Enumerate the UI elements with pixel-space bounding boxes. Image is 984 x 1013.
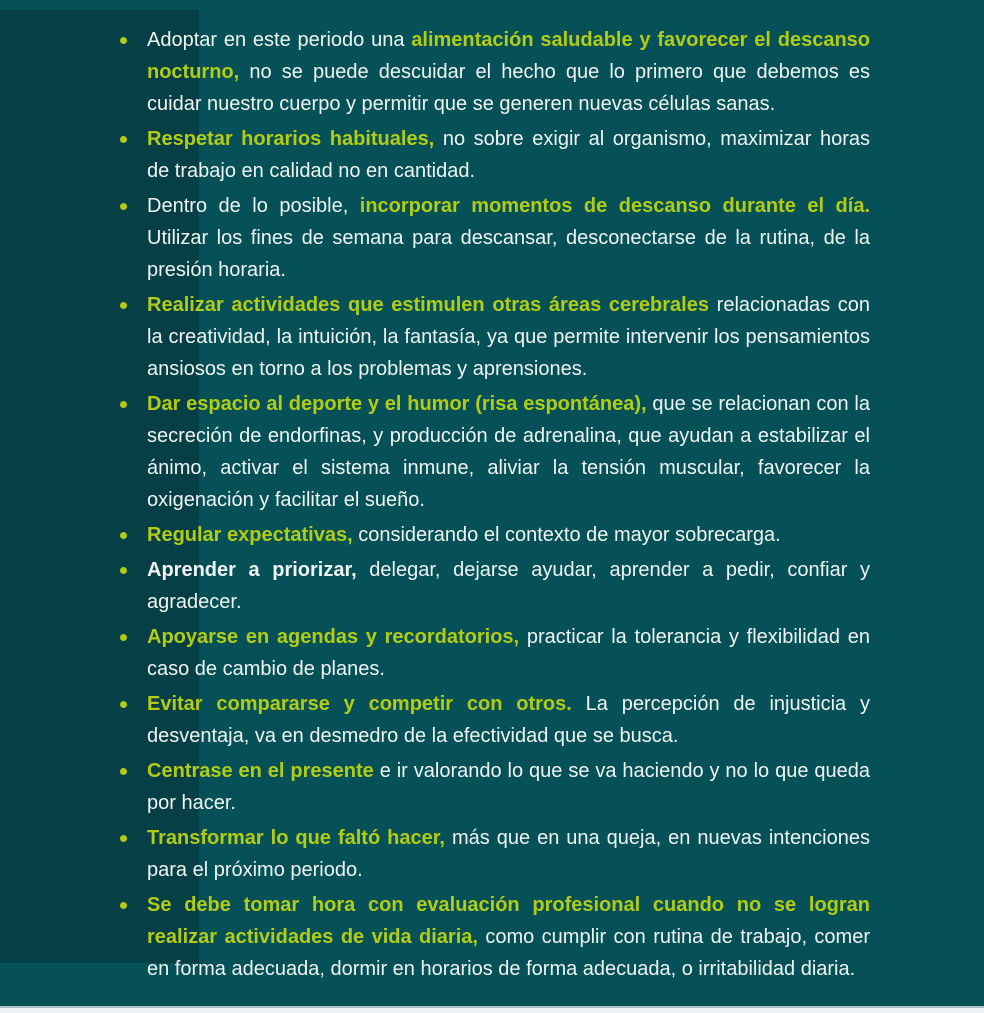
list-item <box>118 388 870 516</box>
list-item-text <box>147 524 781 546</box>
bullet-icon <box>120 567 127 574</box>
text-segment: que se relacionan con la secreción de endorfinas, y producción de adrenalina, que ayudan a estabilizar el ánimo, activar el sistema inmune, aliviar la tensión muscular, favorecer la oxigenación y facilitar el sueño. <box>147 393 871 511</box>
list-item <box>118 519 870 551</box>
list-item <box>118 289 870 385</box>
bullet-icon <box>120 835 127 842</box>
bullet-icon <box>120 136 127 143</box>
text-segment: Realizar actividades que estimulen otras áreas cerebrales <box>147 294 709 316</box>
list-item-text <box>147 294 870 380</box>
bullet-icon <box>120 701 127 708</box>
bullet-icon <box>120 532 127 539</box>
bullet-icon <box>120 634 127 641</box>
text-segment: La percepción de injusticia y desventaja, va en desmedro de la efectividad que se busca. <box>147 693 870 747</box>
list-item <box>118 688 870 752</box>
text-segment: no se puede descuidar el hecho que lo primero que debemos es cuidar nuestro cuerpo y permitir que se generen nuevas células sanas. <box>147 61 870 115</box>
text-segment: e ir valorando lo que se va haciendo y no lo que queda por hacer. <box>147 760 871 814</box>
page-edge-strip <box>0 1008 984 1013</box>
bullet-icon <box>120 768 127 775</box>
list-item-text <box>147 626 870 680</box>
list-item <box>118 822 870 886</box>
recommendations-list <box>118 24 870 988</box>
text-segment: más que en una queja, en nuevas intenciones para el próximo periodo. <box>147 827 870 881</box>
text-segment: Respetar horarios habituales, <box>147 128 435 150</box>
list-item-text <box>147 760 870 814</box>
text-segment: Transformar lo que faltó hacer, <box>147 827 445 849</box>
text-segment: considerando el contexto de mayor sobrecarga. <box>352 524 781 546</box>
text-segment: no sobre exigir al organismo, maximizar horas de trabajo en calidad no en cantidad. <box>147 128 871 182</box>
bullet-icon <box>120 203 127 210</box>
text-segment: incorporar momentos de descanso durante el día. <box>359 195 870 217</box>
list-item-text <box>147 195 870 281</box>
text-segment: Adoptar en este periodo una <box>147 29 412 51</box>
list-item-text <box>147 559 870 613</box>
text-segment: Centrase en el presente <box>147 760 374 782</box>
text-segment: como cumplir con rutina de trabajo, comer en forma adecuada, dormir en horarios de forma adecuada, o irritabilidad diaria. <box>147 926 870 980</box>
text-segment: Regular expectativas, <box>147 524 353 546</box>
text-segment: Se debe tomar hora con evaluación profesional cuando no se logran realizar actividades de vida diaria, <box>147 894 870 948</box>
text-segment: alimentación saludable y favorecer el descanso nocturno, <box>147 29 871 83</box>
list-item <box>118 621 870 685</box>
text-segment: Evitar compararse y competir con otros. <box>147 693 572 715</box>
text-segment: Utilizar los fines de semana para descansar, desconectarse de la rutina, de la presión horaria. <box>147 227 870 281</box>
list-item <box>118 755 870 819</box>
text-segment: practicar la tolerancia y flexibilidad en caso de cambio de planes. <box>147 626 871 680</box>
list-item <box>118 123 870 187</box>
list-item <box>118 889 870 985</box>
list-item-text <box>147 827 870 881</box>
list-item <box>118 24 870 120</box>
bullet-icon <box>120 401 127 408</box>
bullet-icon <box>120 902 127 909</box>
list-item-text <box>147 128 870 182</box>
list-item-text <box>147 29 870 115</box>
text-segment: Dar espacio al deporte y el humor (risa espontánea), <box>147 393 647 415</box>
bullet-icon <box>120 37 127 44</box>
list-item-text <box>147 894 870 980</box>
text-segment: Apoyarse en agendas y recordatorios, <box>147 626 520 648</box>
list-item-text <box>147 393 870 511</box>
bullet-icon <box>120 302 127 309</box>
text-segment: Dentro de lo posible, <box>147 195 360 217</box>
text-segment: delegar, dejarse ayudar, aprender a pedir, confiar y agradecer. <box>147 559 870 613</box>
list-item-text <box>147 693 870 747</box>
list-item <box>118 554 870 618</box>
list-item <box>118 190 870 286</box>
text-segment: Aprender a priorizar, <box>147 559 357 581</box>
text-segment: relacionadas con la creatividad, la intuición, la fantasía, ya que permite intervenir los pensamientos ansiosos en torno a los problemas y aprensiones. <box>147 294 870 380</box>
